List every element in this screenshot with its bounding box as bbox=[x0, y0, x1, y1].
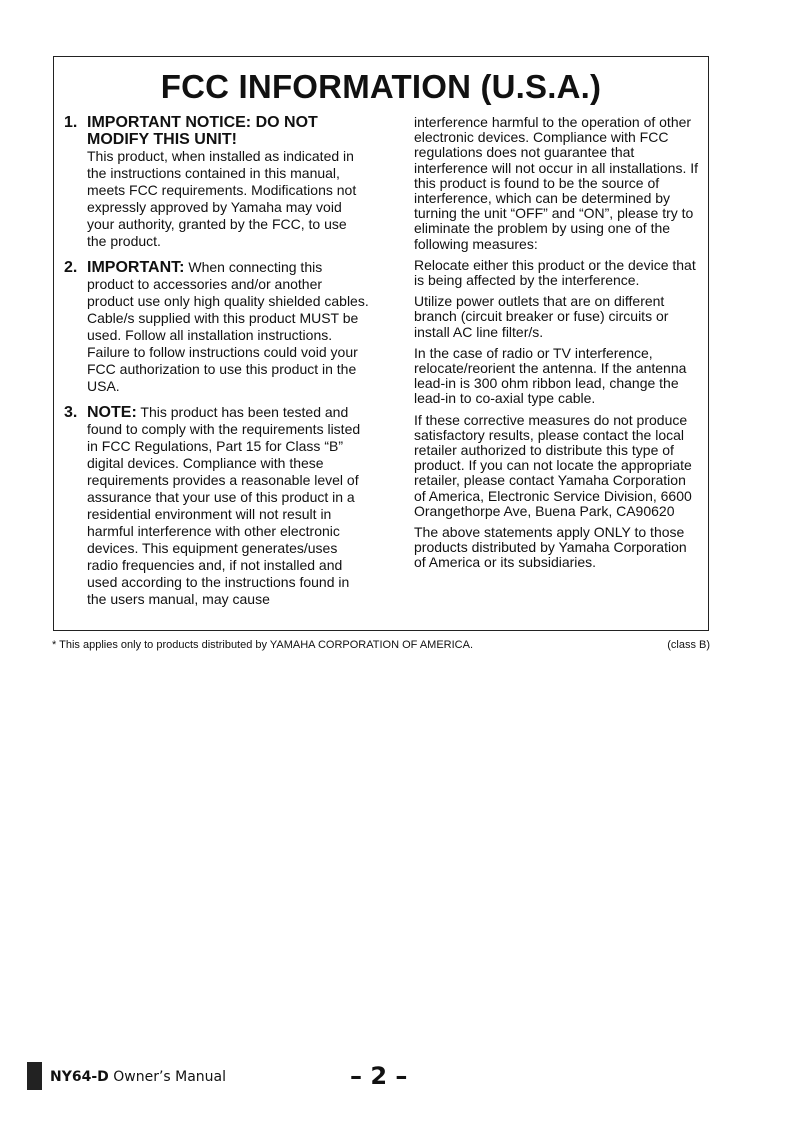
footnote: * This applies only to products distributed by YAMAHA CORPORATION OF AMERICA. bbox=[52, 639, 474, 651]
right-column bbox=[414, 115, 700, 577]
item-body: When connecting this product to accessories and/or another product use only high quality shielded cables. Cable/s supplied with this product MUST be used. Follow all installation instructions. Failure to follow instructions could void your FCC authorization to use this product in the USA. bbox=[87, 259, 369, 394]
paragraph-relocate: Relocate either this product or the device that is being affected by the interference. bbox=[414, 256, 696, 289]
notice-item-3 bbox=[64, 404, 369, 608]
item-heading-line-2: MODIFY THIS UNIT! bbox=[87, 131, 237, 148]
page-number: – 2 – bbox=[350, 1062, 408, 1090]
item-body: This product has been tested and found to comply with the requirements listed in FCC Regulations, Part 15 for Class “B” digital devices. Compliance with these requirements provides a reasonable level of assurance that your use of this product in a residential environment will not result in harmful interference with other electronic devices. This equipment generates/uses radio frequencies and, if not installed and used according to the instructions found in the users manual, may cause bbox=[87, 404, 361, 607]
item-number: 2. bbox=[64, 259, 78, 276]
fcc-information-box bbox=[53, 56, 709, 631]
item-body: This product, when installed as indicated in the instructions contained in this manual, meets FCC requirements. Modifications not expressly approved by Yamaha may void your authority, granted by the FCC, to use the product. bbox=[87, 148, 357, 249]
footer-manual-title bbox=[50, 1069, 226, 1085]
page-title: FCC INFORMATION (U.S.A.) bbox=[160, 68, 602, 105]
item-number: 3. bbox=[64, 404, 78, 421]
paragraph-power-outlets: Utilize power outlets that are on different branch (circuit breaker or fuse) circuits or install AC line filter/s. bbox=[414, 293, 669, 340]
item-heading: NOTE: bbox=[87, 404, 137, 421]
manual-label: Owner’s Manual bbox=[113, 1069, 227, 1085]
left-column bbox=[64, 114, 369, 617]
item-heading: IMPORTANT NOTICE: DO NOT bbox=[87, 114, 318, 131]
notice-item-2 bbox=[64, 259, 369, 395]
paragraph-corrective-measures: If these corrective measures do not produce satisfactory results, please contact the local retailer authorized to distribute this type of product. If you can not locate the appropriate retailer, please contact Yamaha Corporation of America, Electronic Service Division, 6600 Orangethorpe Ave, Buena Park, CA90620 bbox=[414, 411, 692, 519]
paragraph-applicability: The above statements apply ONLY to those products distributed by Yamaha Corporation of America or its subsidiaries. bbox=[414, 524, 687, 571]
notice-item-1 bbox=[64, 114, 369, 250]
paragraph-continuation: interference harmful to the operation of other electronic devices. Compliance with FCC regulations does not guarantee that interference will not occur in all installations. If this product is found to be the source of interference, which can be determined by turning the unit “OFF” and “ON”, please try to eliminate the problem by using one of the following measures: bbox=[414, 114, 699, 252]
footer-marker-bar bbox=[27, 1062, 42, 1090]
model-name: NY64-D bbox=[50, 1069, 109, 1085]
item-number: 1. bbox=[64, 114, 78, 131]
class-note: (class B) bbox=[667, 639, 710, 651]
paragraph-radio-tv: In the case of radio or TV interference, relocate/reorient the antenna. If the antenna lead-in is 300 ohm ribbon lead, change the lead-in to co-axial type cable. bbox=[414, 344, 687, 407]
item-heading: IMPORTANT: bbox=[87, 259, 185, 276]
